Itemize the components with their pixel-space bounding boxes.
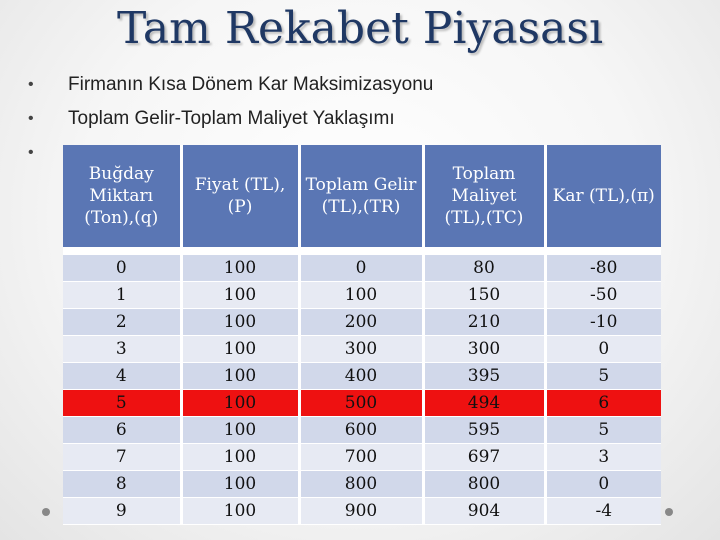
cell-total-cost: 595 bbox=[423, 417, 545, 444]
cell-total-revenue: 200 bbox=[299, 309, 423, 336]
cell-total-revenue: 500 bbox=[299, 390, 423, 417]
cell-quantity: 2 bbox=[63, 309, 181, 336]
cell-total-cost: 300 bbox=[423, 336, 545, 363]
cell-price: 100 bbox=[181, 251, 299, 282]
header-profit: Kar (TL),(π) bbox=[545, 145, 661, 251]
table-body bbox=[63, 251, 661, 525]
cell-quantity: 9 bbox=[63, 498, 181, 525]
cell-profit: 0 bbox=[545, 471, 661, 498]
header-total-revenue: Toplam Gelir (TL),(TR) bbox=[299, 145, 423, 251]
cell-price: 100 bbox=[181, 363, 299, 390]
table-row bbox=[63, 309, 661, 336]
cell-quantity: 4 bbox=[63, 363, 181, 390]
cell-quantity: 5 bbox=[63, 390, 181, 417]
cell-price: 100 bbox=[181, 390, 299, 417]
cell-quantity: 6 bbox=[63, 417, 181, 444]
bullet-icon: • bbox=[28, 76, 34, 93]
cell-price: 100 bbox=[181, 417, 299, 444]
cell-price: 100 bbox=[181, 309, 299, 336]
cell-total-revenue: 300 bbox=[299, 336, 423, 363]
cell-total-revenue: 100 bbox=[299, 282, 423, 309]
header-price: Fiyat (TL),(P) bbox=[181, 145, 299, 251]
cell-total-revenue: 800 bbox=[299, 471, 423, 498]
bullet-item bbox=[28, 102, 433, 136]
bullet-text: Toplam Gelir-Toplam Maliyet Yaklaşımı bbox=[68, 108, 395, 129]
table-row bbox=[63, 251, 661, 282]
cell-total-revenue: 900 bbox=[299, 498, 423, 525]
table-row bbox=[63, 336, 661, 363]
cell-price: 100 bbox=[181, 498, 299, 525]
table-row bbox=[63, 444, 661, 471]
cell-total-cost: 697 bbox=[423, 444, 545, 471]
cell-total-cost: 494 bbox=[423, 390, 545, 417]
cell-total-cost: 395 bbox=[423, 363, 545, 390]
header-quantity: Buğday Miktarı (Ton),(q) bbox=[63, 145, 181, 251]
cell-quantity: 8 bbox=[63, 471, 181, 498]
profit-table-container bbox=[63, 145, 661, 525]
cell-profit: -50 bbox=[545, 282, 661, 309]
cell-price: 100 bbox=[181, 336, 299, 363]
cell-profit: 0 bbox=[545, 336, 661, 363]
table-header-row bbox=[63, 145, 661, 251]
cell-quantity: 7 bbox=[63, 444, 181, 471]
cell-price: 100 bbox=[181, 282, 299, 309]
decor-dot-left bbox=[42, 508, 50, 516]
cell-total-cost: 80 bbox=[423, 251, 545, 282]
cell-profit: 6 bbox=[545, 390, 661, 417]
cell-total-revenue: 0 bbox=[299, 251, 423, 282]
table-row bbox=[63, 282, 661, 309]
cell-total-cost: 904 bbox=[423, 498, 545, 525]
cell-total-cost: 150 bbox=[423, 282, 545, 309]
table-row bbox=[63, 363, 661, 390]
header-total-cost: Toplam Maliyet (TL),(TC) bbox=[423, 145, 545, 251]
slide-title: Tam Rekabet Piyasası bbox=[116, 3, 604, 54]
table-row bbox=[63, 498, 661, 525]
cell-profit: -80 bbox=[545, 251, 661, 282]
bullet-icon: • bbox=[28, 110, 34, 127]
cell-profit: -4 bbox=[545, 498, 661, 525]
cell-profit: -10 bbox=[545, 309, 661, 336]
cell-total-revenue: 400 bbox=[299, 363, 423, 390]
decor-dot-right bbox=[665, 508, 673, 516]
cell-total-cost: 210 bbox=[423, 309, 545, 336]
bullet-icon: • bbox=[28, 144, 34, 161]
bullet-item bbox=[28, 68, 433, 102]
profit-table bbox=[63, 145, 661, 525]
cell-total-revenue: 600 bbox=[299, 417, 423, 444]
cell-total-cost: 800 bbox=[423, 471, 545, 498]
cell-price: 100 bbox=[181, 471, 299, 498]
cell-profit: 3 bbox=[545, 444, 661, 471]
cell-quantity: 1 bbox=[63, 282, 181, 309]
cell-total-revenue: 700 bbox=[299, 444, 423, 471]
table-row bbox=[63, 390, 661, 417]
cell-quantity: 3 bbox=[63, 336, 181, 363]
cell-quantity: 0 bbox=[63, 251, 181, 282]
cell-profit: 5 bbox=[545, 363, 661, 390]
bullet-text: Firmanın Kısa Dönem Kar Maksimizasyonu bbox=[68, 74, 434, 95]
cell-profit: 5 bbox=[545, 417, 661, 444]
table-row bbox=[63, 471, 661, 498]
table-row bbox=[63, 417, 661, 444]
cell-price: 100 bbox=[181, 444, 299, 471]
